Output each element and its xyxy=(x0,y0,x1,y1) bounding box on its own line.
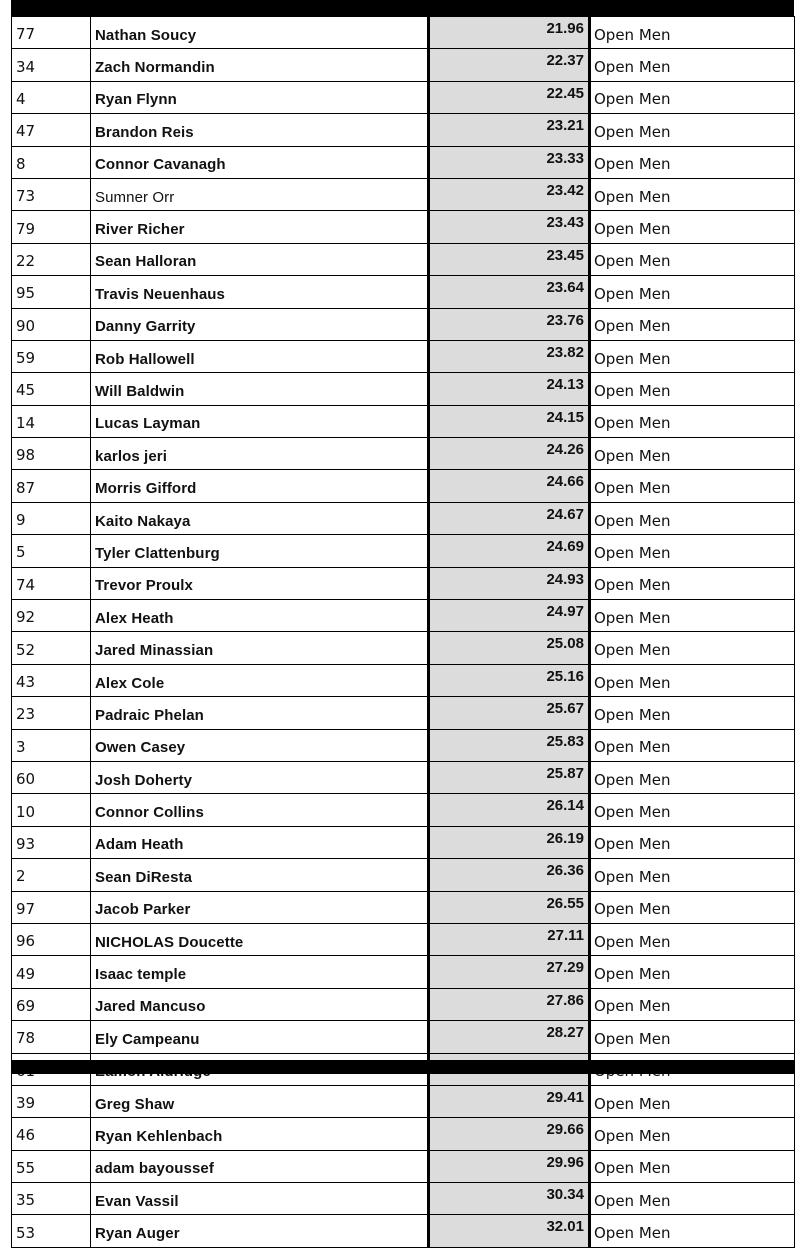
result-time-cell: 25.83 xyxy=(429,729,590,761)
bib-number-cell: 10 xyxy=(12,794,91,826)
bib-number-cell: 77 xyxy=(12,17,91,49)
result-time-cell: 26.36 xyxy=(429,859,590,891)
result-time-cell: 24.93 xyxy=(429,567,590,599)
table-row xyxy=(12,81,795,113)
result-time-cell: 24.67 xyxy=(429,502,590,534)
bib-number-cell: 79 xyxy=(12,211,91,243)
bib-number-cell: 2 xyxy=(12,859,91,891)
result-time-cell: 25.87 xyxy=(429,761,590,793)
table-row xyxy=(12,211,795,243)
result-time-cell: 27.29 xyxy=(429,956,590,988)
bib-number-cell: 5 xyxy=(12,535,91,567)
result-time-cell: 23.42 xyxy=(429,178,590,210)
bib-number-cell: 69 xyxy=(12,988,91,1020)
division-cell: Open Men xyxy=(590,470,795,502)
athlete-name-cell: Alex Heath xyxy=(91,600,429,632)
division-cell: Open Men xyxy=(590,502,795,534)
bib-number-cell: 53 xyxy=(12,1215,91,1247)
athlete-name-cell: NICHOLAS Doucette xyxy=(91,923,429,955)
athlete-name-cell: Tyler Clattenburg xyxy=(91,535,429,567)
bib-number-cell: 59 xyxy=(12,340,91,372)
athlete-name-cell: Sumner Orr xyxy=(91,178,429,210)
division-cell: Open Men xyxy=(590,276,795,308)
bib-number-cell: 74 xyxy=(12,567,91,599)
division-cell: Open Men xyxy=(590,49,795,81)
division-cell: Open Men xyxy=(590,405,795,437)
division-cell: Open Men xyxy=(590,1085,795,1117)
result-time-cell: 30.34 xyxy=(429,1183,590,1215)
table-row xyxy=(12,761,795,793)
bib-number-cell: 95 xyxy=(12,276,91,308)
results-sheet xyxy=(11,0,794,1243)
athlete-name-cell: Ryan Kehlenbach xyxy=(91,1118,429,1150)
athlete-name-cell: Evan Vassil xyxy=(91,1183,429,1215)
table-row xyxy=(12,1150,795,1182)
table-row xyxy=(12,1085,795,1117)
table-row xyxy=(12,438,795,470)
table-row xyxy=(12,1183,795,1215)
bib-number-cell: 22 xyxy=(12,243,91,275)
athlete-name-cell: Morris Gifford xyxy=(91,470,429,502)
division-cell: Open Men xyxy=(590,664,795,696)
result-time-cell: 22.45 xyxy=(429,81,590,113)
bib-number-cell: 35 xyxy=(12,1183,91,1215)
athlete-name-cell: Ryan Flynn xyxy=(91,81,429,113)
result-time-cell: 23.21 xyxy=(429,114,590,146)
athlete-name-cell: Jared Mancuso xyxy=(91,988,429,1020)
division-cell: Open Men xyxy=(590,891,795,923)
table-row xyxy=(12,535,795,567)
bib-number-cell: 43 xyxy=(12,664,91,696)
result-time-cell: 24.15 xyxy=(429,405,590,437)
division-cell: Open Men xyxy=(590,567,795,599)
division-cell: Open Men xyxy=(590,956,795,988)
table-row xyxy=(12,923,795,955)
bib-number-cell: 92 xyxy=(12,600,91,632)
table-row xyxy=(12,988,795,1020)
table-row xyxy=(12,600,795,632)
division-cell: Open Men xyxy=(590,211,795,243)
bib-number-cell: 90 xyxy=(12,308,91,340)
bottom-border-bar xyxy=(11,1060,794,1074)
table-row xyxy=(12,17,795,49)
athlete-name-cell: Sean Halloran xyxy=(91,243,429,275)
result-time-cell: 24.97 xyxy=(429,600,590,632)
division-cell: Open Men xyxy=(590,1021,795,1053)
table-row xyxy=(12,276,795,308)
division-cell: Open Men xyxy=(590,438,795,470)
athlete-name-cell: Zach Normandin xyxy=(91,49,429,81)
division-cell: Open Men xyxy=(590,1183,795,1215)
division-cell: Open Men xyxy=(590,308,795,340)
bib-number-cell: 93 xyxy=(12,826,91,858)
athlete-name-cell: Alex Cole xyxy=(91,664,429,696)
table-row xyxy=(12,664,795,696)
result-time-cell: 24.66 xyxy=(429,470,590,502)
table-row xyxy=(12,502,795,534)
athlete-name-cell: Rob Hallowell xyxy=(91,340,429,372)
bib-number-cell: 97 xyxy=(12,891,91,923)
result-time-cell: 26.19 xyxy=(429,826,590,858)
athlete-name-cell: Owen Casey xyxy=(91,729,429,761)
result-time-cell: 27.86 xyxy=(429,988,590,1020)
result-time-cell: 23.76 xyxy=(429,308,590,340)
table-row xyxy=(12,729,795,761)
bib-number-cell: 3 xyxy=(12,729,91,761)
bib-number-cell: 4 xyxy=(12,81,91,113)
bib-number-cell: 87 xyxy=(12,470,91,502)
table-row xyxy=(12,178,795,210)
division-cell: Open Men xyxy=(590,146,795,178)
result-time-cell: 29.96 xyxy=(429,1150,590,1182)
table-row xyxy=(12,1021,795,1053)
division-cell: Open Men xyxy=(590,114,795,146)
division-cell: Open Men xyxy=(590,1118,795,1150)
athlete-name-cell: River Richer xyxy=(91,211,429,243)
bib-number-cell: 47 xyxy=(12,114,91,146)
result-time-cell: 27.11 xyxy=(429,923,590,955)
result-time-cell: 24.69 xyxy=(429,535,590,567)
division-cell: Open Men xyxy=(590,859,795,891)
athlete-name-cell: Brandon Reis xyxy=(91,114,429,146)
athlete-name-cell: Danny Garrity xyxy=(91,308,429,340)
table-row xyxy=(12,1215,795,1247)
bib-number-cell: 55 xyxy=(12,1150,91,1182)
result-time-cell: 23.64 xyxy=(429,276,590,308)
result-time-cell: 29.66 xyxy=(429,1118,590,1150)
division-cell: Open Men xyxy=(590,1150,795,1182)
table-row xyxy=(12,373,795,405)
athlete-name-cell: Travis Neuenhaus xyxy=(91,276,429,308)
result-time-cell: 28.27 xyxy=(429,1021,590,1053)
athlete-name-cell: Josh Doherty xyxy=(91,761,429,793)
table-row xyxy=(12,891,795,923)
table-row xyxy=(12,1118,795,1150)
division-cell: Open Men xyxy=(590,178,795,210)
table-row xyxy=(12,114,795,146)
athlete-name-cell: Trevor Proulx xyxy=(91,567,429,599)
bib-number-cell: 46 xyxy=(12,1118,91,1150)
athlete-name-cell: Jacob Parker xyxy=(91,891,429,923)
table-row xyxy=(12,794,795,826)
result-time-cell: 22.37 xyxy=(429,49,590,81)
bib-number-cell: 73 xyxy=(12,178,91,210)
table-row xyxy=(12,243,795,275)
division-cell: Open Men xyxy=(590,729,795,761)
athlete-name-cell: Lucas Layman xyxy=(91,405,429,437)
division-cell: Open Men xyxy=(590,17,795,49)
division-cell: Open Men xyxy=(590,923,795,955)
result-time-cell: 23.82 xyxy=(429,340,590,372)
result-time-cell: 23.33 xyxy=(429,146,590,178)
table-row xyxy=(12,826,795,858)
athlete-name-cell: adam bayoussef xyxy=(91,1150,429,1182)
result-time-cell: 25.67 xyxy=(429,697,590,729)
athlete-name-cell: Adam Heath xyxy=(91,826,429,858)
division-cell: Open Men xyxy=(590,340,795,372)
division-cell: Open Men xyxy=(590,826,795,858)
athlete-name-cell: Greg Shaw xyxy=(91,1085,429,1117)
athlete-name-cell: Connor Collins xyxy=(91,794,429,826)
bib-number-cell: 14 xyxy=(12,405,91,437)
athlete-name-cell: Kaito Nakaya xyxy=(91,502,429,534)
table-row xyxy=(12,340,795,372)
athlete-name-cell: Padraic Phelan xyxy=(91,697,429,729)
division-cell: Open Men xyxy=(590,632,795,664)
result-time-cell: 23.43 xyxy=(429,211,590,243)
athlete-name-cell: Isaac temple xyxy=(91,956,429,988)
result-time-cell: 26.14 xyxy=(429,794,590,826)
table-row xyxy=(12,859,795,891)
table-row xyxy=(12,567,795,599)
bib-number-cell: 9 xyxy=(12,502,91,534)
athlete-name-cell: Sean DiResta xyxy=(91,859,429,891)
athlete-name-cell: Nathan Soucy xyxy=(91,17,429,49)
bib-number-cell: 8 xyxy=(12,146,91,178)
table-row xyxy=(12,146,795,178)
top-border-bar xyxy=(11,0,794,16)
division-cell: Open Men xyxy=(590,373,795,405)
table-row xyxy=(12,956,795,988)
result-time-cell: 25.08 xyxy=(429,632,590,664)
division-cell: Open Men xyxy=(590,761,795,793)
result-time-cell: 24.26 xyxy=(429,438,590,470)
division-cell: Open Men xyxy=(590,1215,795,1247)
bib-number-cell: 78 xyxy=(12,1021,91,1053)
result-time-cell: 29.41 xyxy=(429,1085,590,1117)
table-row xyxy=(12,470,795,502)
athlete-name-cell: karlos jeri xyxy=(91,438,429,470)
bib-number-cell: 98 xyxy=(12,438,91,470)
table-row xyxy=(12,697,795,729)
bib-number-cell: 39 xyxy=(12,1085,91,1117)
bib-number-cell: 34 xyxy=(12,49,91,81)
division-cell: Open Men xyxy=(590,988,795,1020)
result-time-cell: 32.01 xyxy=(429,1215,590,1247)
bib-number-cell: 96 xyxy=(12,923,91,955)
result-time-cell: 24.13 xyxy=(429,373,590,405)
bib-number-cell: 52 xyxy=(12,632,91,664)
athlete-name-cell: Jared Minassian xyxy=(91,632,429,664)
bib-number-cell: 49 xyxy=(12,956,91,988)
division-cell: Open Men xyxy=(590,81,795,113)
result-time-cell: 25.16 xyxy=(429,664,590,696)
bib-number-cell: 45 xyxy=(12,373,91,405)
table-row xyxy=(12,632,795,664)
result-time-cell: 26.55 xyxy=(429,891,590,923)
athlete-name-cell: Connor Cavanagh xyxy=(91,146,429,178)
table-row xyxy=(12,49,795,81)
bib-number-cell: 60 xyxy=(12,761,91,793)
division-cell: Open Men xyxy=(590,535,795,567)
division-cell: Open Men xyxy=(590,243,795,275)
athlete-name-cell: Ryan Auger xyxy=(91,1215,429,1247)
result-time-cell: 23.45 xyxy=(429,243,590,275)
table-row xyxy=(12,308,795,340)
athlete-name-cell: Ely Campeanu xyxy=(91,1021,429,1053)
result-time-cell: 21.96 xyxy=(429,17,590,49)
table-row xyxy=(12,405,795,437)
athlete-name-cell: Will Baldwin xyxy=(91,373,429,405)
division-cell: Open Men xyxy=(590,794,795,826)
bib-number-cell: 23 xyxy=(12,697,91,729)
division-cell: Open Men xyxy=(590,697,795,729)
division-cell: Open Men xyxy=(590,600,795,632)
